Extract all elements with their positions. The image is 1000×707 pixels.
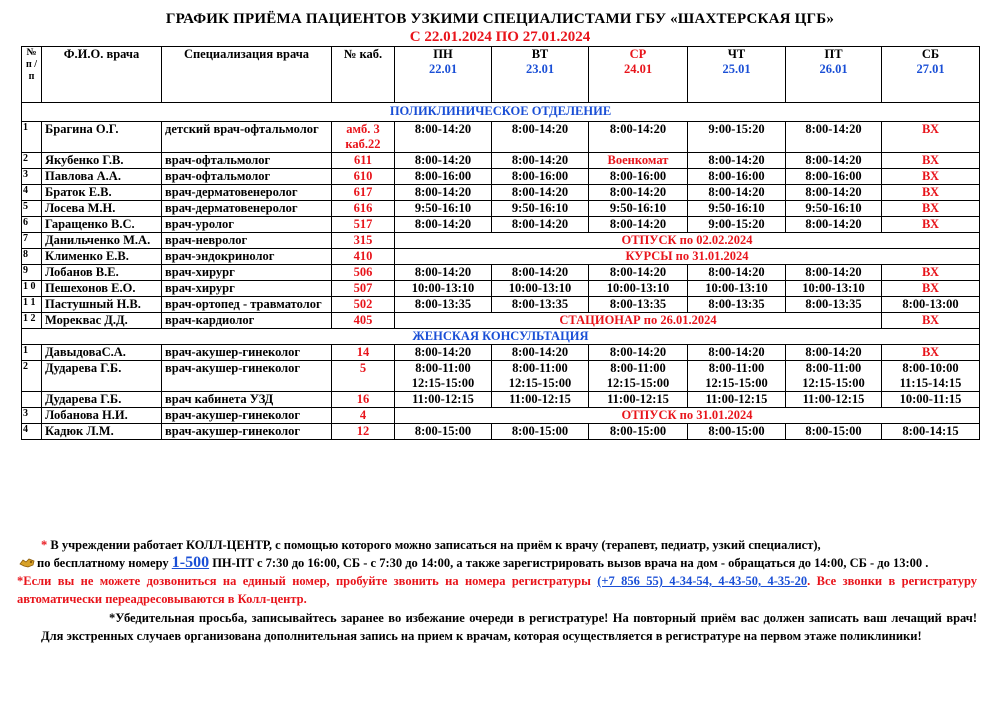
day-name: СБ bbox=[921, 47, 940, 61]
schedule-cell: 8:00-11:00 12:15-15:00 bbox=[395, 361, 492, 392]
doctor-name: Клименко Е.В. bbox=[42, 249, 162, 265]
schedule-cell: 8:00-14:20 bbox=[395, 345, 492, 361]
day-off-cell: ВХ bbox=[882, 169, 980, 185]
note-request-text: *Убедительная просьба, записывайтесь заранее во избежание очереди в регистратуре! На повторный приём вас должен записать ваш лечащий врач! Для экстренных случаев организована дополнительная запись на прием к врачам, которая осуществляется в регистратуре на первом этаже поликлиники! bbox=[41, 611, 977, 643]
schedule-cell: 9:00-15:20 bbox=[688, 122, 786, 153]
table-row bbox=[22, 392, 980, 408]
room-number: 14 bbox=[332, 345, 395, 361]
note-registry bbox=[17, 572, 977, 608]
schedule-cell: 11:00-12:15 bbox=[395, 392, 492, 408]
absence-status: ОТПУСК по 31.01.2024 bbox=[395, 408, 980, 424]
doctor-specialization: врач-хирург bbox=[162, 265, 332, 281]
schedule-cell: 8:00-14:20 bbox=[492, 153, 589, 169]
day-name: СР bbox=[629, 47, 647, 61]
table-row bbox=[22, 233, 980, 249]
schedule-cell: 8:00-16:00 bbox=[688, 169, 786, 185]
absence-status: КУРСЫ по 31.01.2024 bbox=[395, 249, 980, 265]
doctor-specialization: врач-уролог bbox=[162, 217, 332, 233]
table-row bbox=[22, 265, 980, 281]
col-spec-header: Специализация врача bbox=[162, 47, 332, 103]
day-off-cell: ВХ bbox=[882, 345, 980, 361]
row-number: 4 bbox=[22, 185, 42, 201]
col-day-header bbox=[688, 47, 786, 103]
schedule-cell: 8:00-16:00 bbox=[395, 169, 492, 185]
day-date: 22.01 bbox=[428, 62, 458, 76]
day-date: 24.01 bbox=[623, 62, 653, 76]
note-registry-text-b: . Все звонки в регистратуру автоматически переадресовываются в Колл-центр. bbox=[17, 574, 977, 606]
doctor-name: Мореквас Д.Д. bbox=[42, 313, 162, 329]
room-number: 410 bbox=[332, 249, 395, 265]
table-row bbox=[22, 281, 980, 297]
day-date: 23.01 bbox=[525, 62, 555, 76]
schedule-cell: 8:00-14:20 bbox=[786, 345, 882, 361]
schedule-cell: 8:00-14:20 bbox=[589, 185, 688, 201]
row-number: 5 bbox=[22, 201, 42, 217]
room-number: 507 bbox=[332, 281, 395, 297]
schedule-cell: 8:00-14:20 bbox=[492, 265, 589, 281]
schedule-cell: 8:00-13:35 bbox=[589, 297, 688, 313]
doctor-specialization: врач-акушер-гинеколог bbox=[162, 345, 332, 361]
day-name: ЧТ bbox=[727, 47, 746, 61]
col-day-header bbox=[395, 47, 492, 103]
doctor-specialization: врач-офтальмолог bbox=[162, 153, 332, 169]
schedule-cell: 9:50-16:10 bbox=[688, 201, 786, 217]
room-number: 610 bbox=[332, 169, 395, 185]
day-off-cell: ВХ bbox=[882, 122, 980, 153]
schedule-cell: 8:00-15:00 bbox=[589, 424, 688, 440]
section-title: ЖЕНСКАЯ КОНСУЛЬТАЦИЯ bbox=[22, 329, 980, 345]
schedule-cell: 9:00-15:20 bbox=[688, 217, 786, 233]
row-number: 8 bbox=[22, 249, 42, 265]
day-off-cell: ВХ bbox=[882, 281, 980, 297]
col-day-header bbox=[492, 47, 589, 103]
schedule-cell: 8:00-11:00 12:15-15:00 bbox=[688, 361, 786, 392]
row-number: 9 bbox=[22, 265, 42, 281]
phone-icon bbox=[19, 557, 35, 568]
doctor-name: Дударева Г.Б. bbox=[42, 361, 162, 392]
schedule-cell: 8:00-14:20 bbox=[492, 185, 589, 201]
doctor-specialization: врач-акушер-гинеколог bbox=[162, 361, 332, 392]
schedule-cell: 8:00-14:20 bbox=[589, 265, 688, 281]
free-phone-number[interactable]: 1-500 bbox=[171, 554, 210, 571]
schedule-cell: 8:00-14:20 bbox=[786, 185, 882, 201]
schedule-cell: 8:00-14:20 bbox=[786, 217, 882, 233]
schedule-cell: 8:00-14:20 bbox=[786, 122, 882, 153]
day-date: 26.01 bbox=[819, 62, 848, 76]
note-callcenter: * В учреждении работает КОЛЛ-ЦЕНТР, с помощью которого можно записаться на приём к врачу (терапевт, педиатр, узкий специалист), bbox=[41, 538, 821, 552]
doctor-specialization: врач-ортопед - травматолог bbox=[162, 297, 332, 313]
doctor-name: Лосева М.Н. bbox=[42, 201, 162, 217]
col-day-header bbox=[882, 47, 980, 103]
schedule-cell: 11:00-12:15 bbox=[688, 392, 786, 408]
room-number: 502 bbox=[332, 297, 395, 313]
room-number: 12 bbox=[332, 424, 395, 440]
schedule-cell: 10:00-13:10 bbox=[492, 281, 589, 297]
col-day-header bbox=[589, 47, 688, 103]
table-row bbox=[22, 408, 980, 424]
row-number: 2 bbox=[22, 361, 42, 392]
schedule-table bbox=[21, 46, 980, 440]
schedule-cell: 8:00-14:20 bbox=[395, 153, 492, 169]
room-number: 405 bbox=[332, 313, 395, 329]
schedule-cell: 8:00-14:20 bbox=[492, 217, 589, 233]
note-hours: ПН-ПТ с 7:30 до 16:00, СБ - с 7:30 до 14:00, а также зарегистрировать вызов врача на дом - обращаться до 14:00, СБ - до 13:00 . bbox=[212, 556, 929, 570]
schedule-cell: 11:00-12:15 bbox=[589, 392, 688, 408]
doctor-name: Лобанова Н.И. bbox=[42, 408, 162, 424]
doctor-specialization: детский врач-офтальмолог bbox=[162, 122, 332, 153]
doctor-name: Лобанов В.Е. bbox=[42, 265, 162, 281]
absence-status: ОТПУСК по 02.02.2024 bbox=[395, 233, 980, 249]
page-period: С 22.01.2024 ПО 27.01.2024 bbox=[409, 29, 591, 45]
col-room-header: № каб. bbox=[332, 47, 395, 103]
table-row bbox=[22, 185, 980, 201]
registry-phones-link[interactable]: (+7 856 55) 4-34-54, 4-43-50, 4-35-20 bbox=[597, 574, 808, 588]
room-number: 506 bbox=[332, 265, 395, 281]
doctor-name: Дударева Г.Б. bbox=[42, 392, 162, 408]
day-name: ПТ bbox=[824, 47, 843, 61]
schedule-cell: 8:00-14:20 bbox=[786, 153, 882, 169]
day-off-cell: ВХ bbox=[882, 153, 980, 169]
row-number: 1 bbox=[22, 122, 42, 153]
room-number: 4 bbox=[332, 408, 395, 424]
table-row bbox=[22, 201, 980, 217]
day-off-cell: Военкомат bbox=[589, 153, 688, 169]
doctor-specialization: врач-невролог bbox=[162, 233, 332, 249]
schedule-cell: 9:50-16:10 bbox=[589, 201, 688, 217]
table-row bbox=[22, 153, 980, 169]
doctor-name: ДавыдоваС.А. bbox=[42, 345, 162, 361]
col-day-header bbox=[786, 47, 882, 103]
section-title: ПОЛИКЛИНИЧЕСКОЕ ОТДЕЛЕНИЕ bbox=[22, 103, 980, 122]
section-row-womens bbox=[22, 329, 980, 345]
table-row bbox=[22, 313, 980, 329]
day-date: 27.01 bbox=[916, 62, 945, 76]
schedule-cell: 8:00-14:20 bbox=[786, 265, 882, 281]
doctor-specialization: врач-акушер-гинеколог bbox=[162, 424, 332, 440]
day-date: 25.01 bbox=[722, 62, 751, 76]
day-off-cell: ВХ bbox=[882, 185, 980, 201]
row-number: 7 bbox=[22, 233, 42, 249]
schedule-cell: 11:00-12:15 bbox=[786, 392, 882, 408]
doctor-specialization: врач-хирург bbox=[162, 281, 332, 297]
doctor-specialization: врач кабинета УЗД bbox=[162, 392, 332, 408]
schedule-cell: 10:00-13:10 bbox=[688, 281, 786, 297]
row-number: 2 bbox=[22, 153, 42, 169]
table-row bbox=[22, 169, 980, 185]
room-number: 616 bbox=[332, 201, 395, 217]
doctor-name: Павлова А.А. bbox=[42, 169, 162, 185]
doctor-specialization: врач-эндокринолог bbox=[162, 249, 332, 265]
room-number: 16 bbox=[332, 392, 395, 408]
doctor-name: Гаращенко В.С. bbox=[42, 217, 162, 233]
schedule-cell: 8:00-14:20 bbox=[589, 345, 688, 361]
schedule-cell: 8:00-14:20 bbox=[688, 265, 786, 281]
doctor-name: Пешехонов Е.О. bbox=[42, 281, 162, 297]
row-number bbox=[22, 392, 42, 408]
room-number: 517 bbox=[332, 217, 395, 233]
schedule-cell: 8:00-14:20 bbox=[395, 185, 492, 201]
schedule-cell: 8:00-14:20 bbox=[589, 122, 688, 153]
schedule-cell: 10:00-11:15 bbox=[882, 392, 980, 408]
table-row bbox=[22, 249, 980, 265]
schedule-cell: 8:00-10:00 11:15-14:15 bbox=[882, 361, 980, 392]
schedule-cell: 8:00-13:35 bbox=[395, 297, 492, 313]
day-name: ПН bbox=[433, 47, 453, 61]
schedule-cell: 8:00-13:35 bbox=[786, 297, 882, 313]
room-number: 5 bbox=[332, 361, 395, 392]
schedule-cell: 8:00-13:35 bbox=[492, 297, 589, 313]
row-number: 1 1 bbox=[22, 297, 42, 313]
schedule-cell: 10:00-13:10 bbox=[786, 281, 882, 297]
section-row-polyclinic bbox=[22, 103, 980, 122]
schedule-cell: 8:00-11:00 12:15-15:00 bbox=[492, 361, 589, 392]
table-row bbox=[22, 345, 980, 361]
header-row bbox=[22, 47, 980, 103]
schedule-cell: 8:00-15:00 bbox=[688, 424, 786, 440]
table-row bbox=[22, 217, 980, 233]
col-name-header: Ф.И.О. врача bbox=[42, 47, 162, 103]
table-row bbox=[22, 122, 980, 153]
schedule-cell: 8:00-14:20 bbox=[395, 122, 492, 153]
row-number: 1 bbox=[22, 345, 42, 361]
notes-block bbox=[17, 536, 977, 645]
schedule-cell: 8:00-11:00 12:15-15:00 bbox=[589, 361, 688, 392]
doctor-name: Данильченко М.А. bbox=[42, 233, 162, 249]
room-number: амб. 3 каб.22 bbox=[332, 122, 395, 153]
page-title: ГРАФИК ПРИЁМА ПАЦИЕНТОВ УЗКИМИ СПЕЦИАЛИСТАМИ ГБУ «ШАХТЕРСКАЯ ЦГБ» bbox=[165, 11, 835, 27]
row-number: 4 bbox=[22, 424, 42, 440]
day-off-cell: ВХ bbox=[882, 313, 980, 329]
doctor-specialization: врач-дерматовенеролог bbox=[162, 201, 332, 217]
doctor-specialization: врач-дерматовенеролог bbox=[162, 185, 332, 201]
schedule-cell: 8:00-13:35 bbox=[688, 297, 786, 313]
day-name: ВТ bbox=[531, 47, 549, 61]
schedule-cell: 8:00-14:20 bbox=[589, 217, 688, 233]
schedule-cell: 8:00-14:20 bbox=[395, 265, 492, 281]
schedule-cell: 9:50-16:10 bbox=[492, 201, 589, 217]
schedule-cell: 8:00-16:00 bbox=[786, 169, 882, 185]
schedule-cell: 8:00-15:00 bbox=[492, 424, 589, 440]
note-free-number-label: по бесплатному номеру bbox=[37, 556, 169, 570]
room-number: 617 bbox=[332, 185, 395, 201]
doctor-specialization: врач-офтальмолог bbox=[162, 169, 332, 185]
table-row bbox=[22, 361, 980, 392]
schedule-cell: 8:00-11:00 12:15-15:00 bbox=[786, 361, 882, 392]
absence-status: СТАЦИОНАР по 26.01.2024 bbox=[395, 313, 882, 329]
schedule-cell: 8:00-15:00 bbox=[786, 424, 882, 440]
doctor-name: Браток Е.В. bbox=[42, 185, 162, 201]
schedule-cell: 8:00-15:00 bbox=[395, 424, 492, 440]
schedule-cell: 8:00-16:00 bbox=[492, 169, 589, 185]
schedule-cell: 9:50-16:10 bbox=[786, 201, 882, 217]
schedule-cell: 10:00-13:10 bbox=[589, 281, 688, 297]
row-number: 3 bbox=[22, 408, 42, 424]
room-number: 611 bbox=[332, 153, 395, 169]
schedule-cell: 8:00-16:00 bbox=[589, 169, 688, 185]
schedule-cell: 8:00-14:20 bbox=[688, 345, 786, 361]
day-off-cell: ВХ bbox=[882, 201, 980, 217]
schedule-cell: 8:00-14:20 bbox=[492, 122, 589, 153]
schedule-cell: 8:00-13:00 bbox=[882, 297, 980, 313]
schedule-cell: 8:00-14:20 bbox=[395, 217, 492, 233]
day-off-cell: ВХ bbox=[882, 265, 980, 281]
schedule-cell: 11:00-12:15 bbox=[492, 392, 589, 408]
table-row bbox=[22, 297, 980, 313]
row-number: 6 bbox=[22, 217, 42, 233]
room-number: 315 bbox=[332, 233, 395, 249]
schedule-cell: 8:00-14:20 bbox=[688, 185, 786, 201]
doctor-specialization: врач-кардиолог bbox=[162, 313, 332, 329]
schedule-cell: 8:00-14:20 bbox=[492, 345, 589, 361]
note-callcenter-2 bbox=[19, 554, 977, 572]
schedule-cell: 8:00-14:15 bbox=[882, 424, 980, 440]
note-registry-text-a: *Если вы не можете дозвониться на единый номер, пробуйте звонить на номера регистратуры bbox=[17, 574, 591, 588]
row-number: 3 bbox=[22, 169, 42, 185]
schedule-cell: 8:00-14:20 bbox=[688, 153, 786, 169]
row-number: 1 0 bbox=[22, 281, 42, 297]
schedule-cell: 10:00-13:10 bbox=[395, 281, 492, 297]
row-number: 1 2 bbox=[22, 313, 42, 329]
table-row bbox=[22, 424, 980, 440]
doctor-specialization: врач-акушер-гинеколог bbox=[162, 408, 332, 424]
col-num-header: № п / п bbox=[22, 47, 42, 103]
day-off-cell: ВХ bbox=[882, 217, 980, 233]
doctor-name: Пастушный Н.В. bbox=[42, 297, 162, 313]
doctor-name: Якубенко Г.В. bbox=[42, 153, 162, 169]
note-request bbox=[41, 609, 977, 645]
schedule-cell: 9:50-16:10 bbox=[395, 201, 492, 217]
doctor-name: Кадюк Л.М. bbox=[42, 424, 162, 440]
doctor-name: Брагина О.Г. bbox=[42, 122, 162, 153]
note-callcenter-text: В учреждении работает КОЛЛ-ЦЕНТР, с помощью которого можно записаться на приём к врачу (терапевт, педиатр, узкий специалист), bbox=[50, 538, 821, 552]
